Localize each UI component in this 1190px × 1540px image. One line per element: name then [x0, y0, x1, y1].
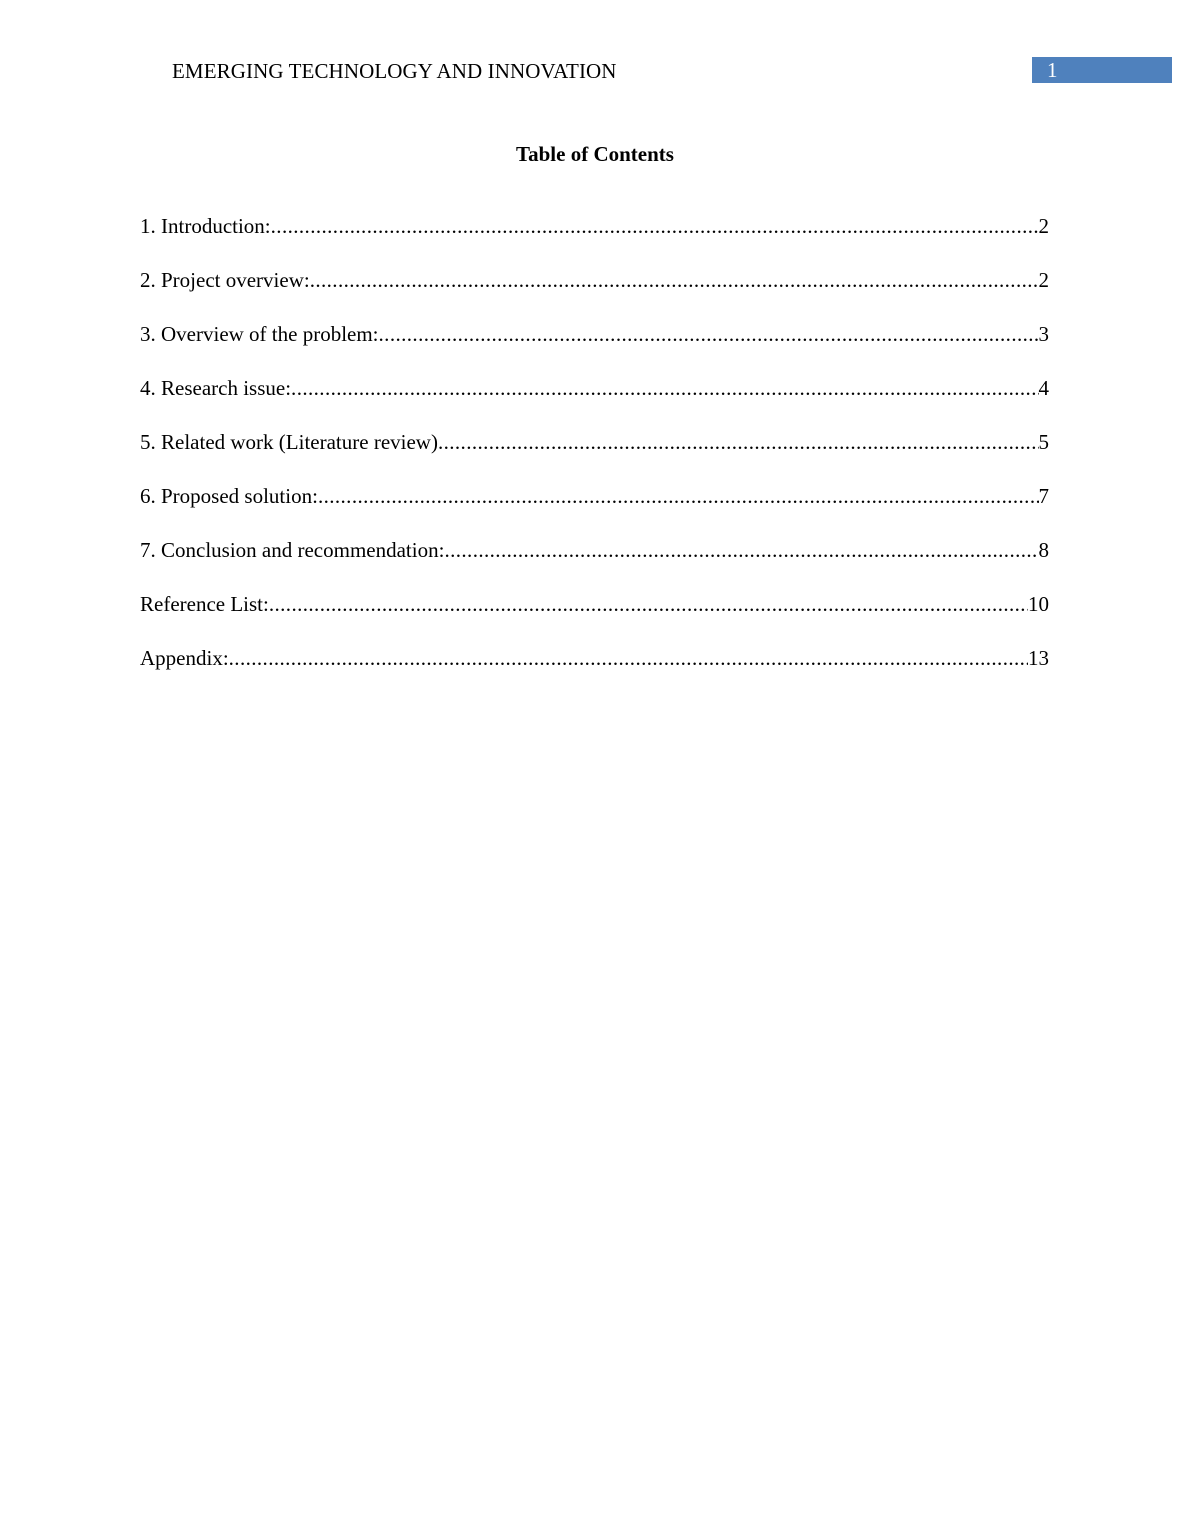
toc-entry-label: 1. Introduction: — [140, 214, 271, 238]
toc-entry-page: 8 — [1038, 538, 1049, 562]
running-header-title: EMERGING TECHNOLOGY AND INNOVATION — [172, 59, 617, 83]
toc-entry-conclusion[interactable] — [140, 537, 1049, 591]
toc-entry-appendix[interactable] — [140, 645, 1049, 699]
toc-entry-label: 3. Overview of the problem: — [140, 322, 379, 346]
dot-leader — [318, 483, 1039, 509]
table-of-contents — [140, 213, 1049, 699]
toc-entry-page: 3 — [1038, 322, 1049, 346]
toc-entry-page: 2 — [1038, 268, 1049, 292]
dot-leader — [379, 321, 1039, 347]
toc-heading: Table of Contents — [516, 142, 674, 166]
page-number: 1 — [1047, 58, 1058, 82]
toc-entry-label: 5. Related work (Literature review) — [140, 430, 438, 454]
toc-entry-label: 7. Conclusion and recommendation: — [140, 538, 445, 562]
toc-entry-project-overview[interactable] — [140, 267, 1049, 321]
toc-entry-label: 6. Proposed solution: — [140, 484, 318, 508]
toc-entry-page: 10 — [1028, 592, 1049, 616]
page-number-badge — [1032, 57, 1172, 83]
toc-entry-label: Appendix: — [140, 646, 229, 670]
dot-leader — [229, 645, 1028, 671]
toc-entry-label: 2. Project overview: — [140, 268, 310, 292]
dot-leader — [269, 591, 1028, 617]
toc-entry-label: Reference List: — [140, 592, 269, 616]
dot-leader — [438, 429, 1039, 455]
toc-entry-overview-of-problem[interactable] — [140, 321, 1049, 375]
toc-entry-page: 4 — [1038, 376, 1049, 400]
toc-entry-page: 13 — [1028, 646, 1049, 670]
dot-leader — [291, 375, 1038, 401]
toc-entry-related-work[interactable] — [140, 429, 1049, 483]
toc-entry-reference-list[interactable] — [140, 591, 1049, 645]
toc-entry-proposed-solution[interactable] — [140, 483, 1049, 537]
toc-entry-label: 4. Research issue: — [140, 376, 292, 400]
dot-leader — [310, 267, 1039, 293]
toc-entry-page: 2 — [1038, 214, 1049, 238]
dot-leader — [271, 213, 1039, 239]
dot-leader — [444, 537, 1038, 563]
toc-entry-research-issue[interactable] — [140, 375, 1049, 429]
toc-entry-page: 5 — [1038, 430, 1049, 454]
toc-entry-page: 7 — [1038, 484, 1049, 508]
toc-entry-introduction[interactable] — [140, 213, 1049, 267]
